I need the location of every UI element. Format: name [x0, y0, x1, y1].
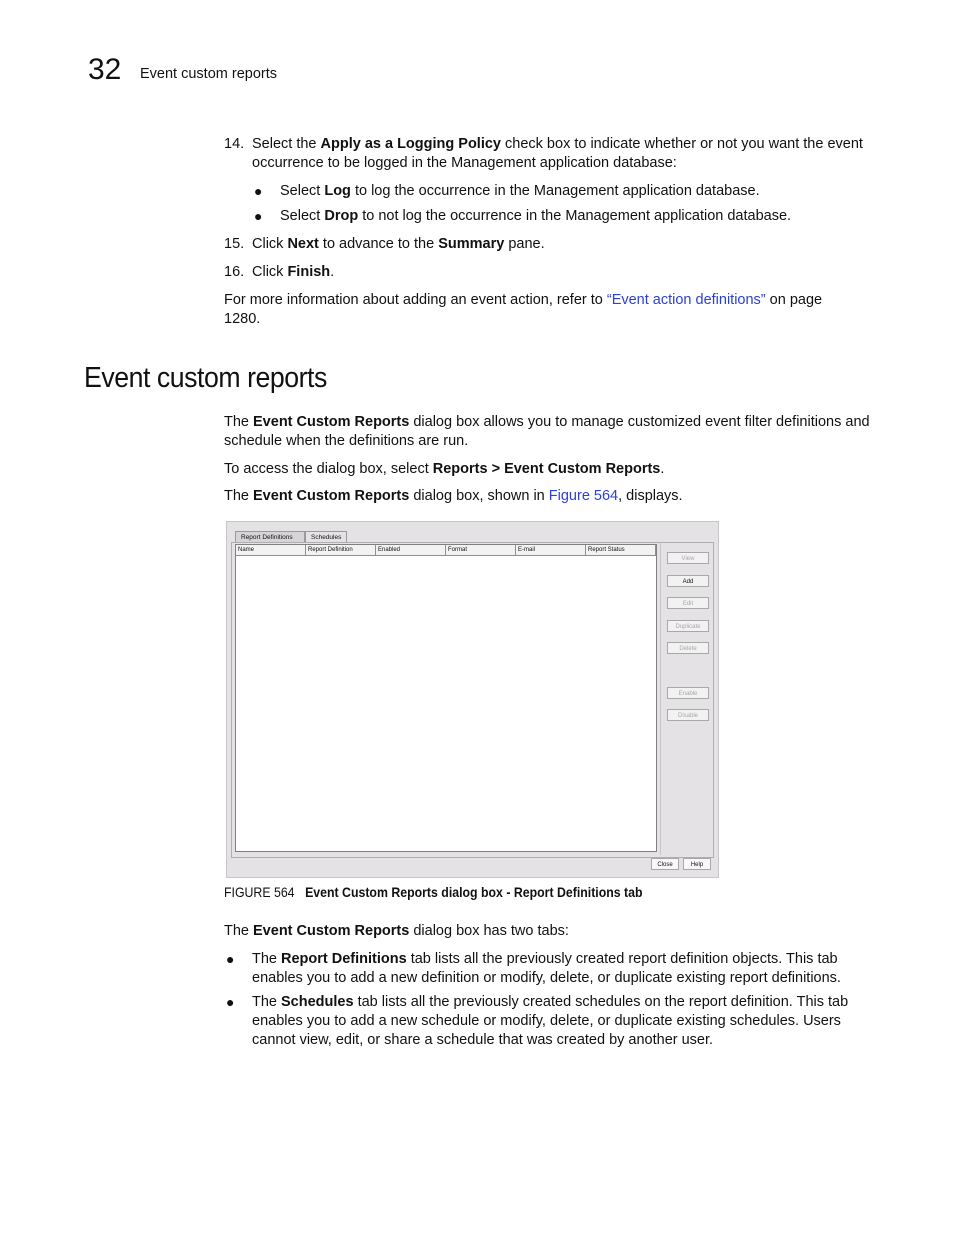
enable-button[interactable]: Enable [667, 687, 709, 699]
step-16 [224, 263, 874, 282]
paragraph-text: dialog box allows you to manage customized event filter definitions and schedule when the definitions are run. [224, 414, 870, 449]
ui-term: Apply as a Logging Policy [320, 136, 501, 152]
ui-term: Event Custom Reports [253, 414, 410, 430]
help-button[interactable]: Help [683, 858, 711, 870]
more-info-paragraph [224, 291, 824, 329]
bullet-icon: ● [254, 183, 263, 199]
chapter-number: 32 [88, 53, 122, 86]
step-number: 16. [224, 264, 245, 280]
bullet-text: to not log the occurrence in the Management application database. [358, 208, 792, 224]
report-definitions-panel [231, 542, 714, 858]
chapter-title: Event custom reports [140, 66, 277, 82]
ui-term: Summary [438, 236, 505, 252]
step-text: pane. [504, 236, 545, 252]
intro-paragraph-2 [224, 460, 874, 479]
bullet-report-definitions [226, 950, 867, 988]
paragraph-text: For more information about adding an event action, refer to [224, 292, 607, 308]
ui-term: Drop [324, 208, 359, 224]
paragraph-text: dialog box, shown in [409, 488, 549, 504]
column-header-report-status[interactable]: Report Status [586, 545, 656, 555]
paragraph-text: The [224, 414, 254, 430]
column-header-email[interactable]: E-mail [516, 545, 586, 555]
bullet-text: tab lists all the previously created report definition objects. This tab enables you to add a new definition or modify, delete, or duplicate existing report definitions. [252, 951, 841, 986]
ui-term: Log [324, 183, 351, 199]
bullet-drop [254, 207, 880, 226]
figure-label: FIGURE 564 [224, 884, 295, 900]
ui-term: Next [287, 236, 319, 252]
bullet-log [254, 182, 880, 201]
event-action-definitions-link[interactable]: “Event action definitions” [606, 292, 766, 308]
bullet-text: The [252, 994, 282, 1010]
figure-title: Event Custom Reports dialog box - Report Definitions tab [305, 884, 643, 900]
ui-term: Event Custom Reports [253, 923, 410, 939]
step-number: 15. [224, 236, 245, 252]
tab-report-definitions[interactable]: Report Definitions [235, 531, 305, 543]
close-button[interactable]: Close [651, 858, 679, 870]
tab-schedules[interactable]: Schedules [305, 531, 347, 543]
intro-paragraph-3 [224, 487, 874, 506]
bullet-text: Select [280, 183, 325, 199]
delete-button[interactable]: Delete [667, 642, 709, 654]
duplicate-button[interactable]: Duplicate [667, 620, 709, 632]
view-button[interactable]: View [667, 552, 709, 564]
paragraph-text: dialog box has two tabs: [409, 923, 569, 939]
bullet-icon: ● [226, 951, 235, 967]
figure-caption [224, 884, 643, 900]
bullet-icon: ● [254, 208, 263, 224]
paragraph-text: The [224, 488, 254, 504]
step-text: to advance to the [318, 236, 439, 252]
bullet-text: to log the occurrence in the Management application database. [350, 183, 760, 199]
edit-button[interactable]: Edit [667, 597, 709, 609]
column-header-report-definition[interactable]: Report Definition [306, 545, 376, 555]
step-15 [224, 235, 874, 254]
tabs-intro-paragraph [224, 922, 874, 941]
column-header-name[interactable]: Name [236, 545, 306, 555]
step-text: . [330, 264, 335, 280]
step-text: Click [252, 264, 288, 280]
paragraph-text: on page 1280. [224, 292, 823, 327]
step-14 [224, 135, 874, 173]
bullet-icon: ● [226, 994, 235, 1010]
button-column-divider [660, 543, 661, 855]
column-header-format[interactable]: Format [446, 545, 516, 555]
column-header-enabled[interactable]: Enabled [376, 545, 446, 555]
disable-button[interactable]: Disable [667, 709, 709, 721]
ui-term: Report Definitions [281, 951, 407, 967]
intro-paragraph-1 [224, 413, 884, 451]
ui-term: Reports > Event Custom Reports [432, 461, 661, 477]
ui-term: Event Custom Reports [253, 488, 410, 504]
bullet-schedules [226, 993, 867, 1050]
ui-term: Finish [287, 264, 331, 280]
step-number: 14. [224, 136, 245, 152]
figure-564-link[interactable]: Figure 564 [548, 488, 619, 504]
event-custom-reports-dialog [226, 521, 719, 878]
bullet-text: Select [280, 208, 325, 224]
paragraph-text: , displays. [618, 488, 683, 504]
step-text: Click [252, 236, 288, 252]
add-button[interactable]: Add [667, 575, 709, 587]
table-header [236, 545, 656, 556]
step-text: Select the [252, 136, 321, 152]
bullet-text: The [252, 951, 282, 967]
paragraph-text: . [660, 461, 665, 477]
step-text: check box to indicate whether or not you want the event occurrence to be logged in the Management application database: [252, 136, 863, 171]
bullet-text: tab lists all the previously created schedules on the report definition. This tab enables you to add a new schedule or modify, delete, or duplicate existing schedules. Users cannot view, edit, or share a schedule that was created by another user. [252, 994, 849, 1048]
paragraph-text: To access the dialog box, select [224, 461, 433, 477]
report-definitions-table[interactable] [235, 544, 657, 852]
section-heading: Event custom reports [84, 362, 327, 394]
ui-term: Schedules [281, 994, 354, 1010]
paragraph-text: The [224, 923, 254, 939]
